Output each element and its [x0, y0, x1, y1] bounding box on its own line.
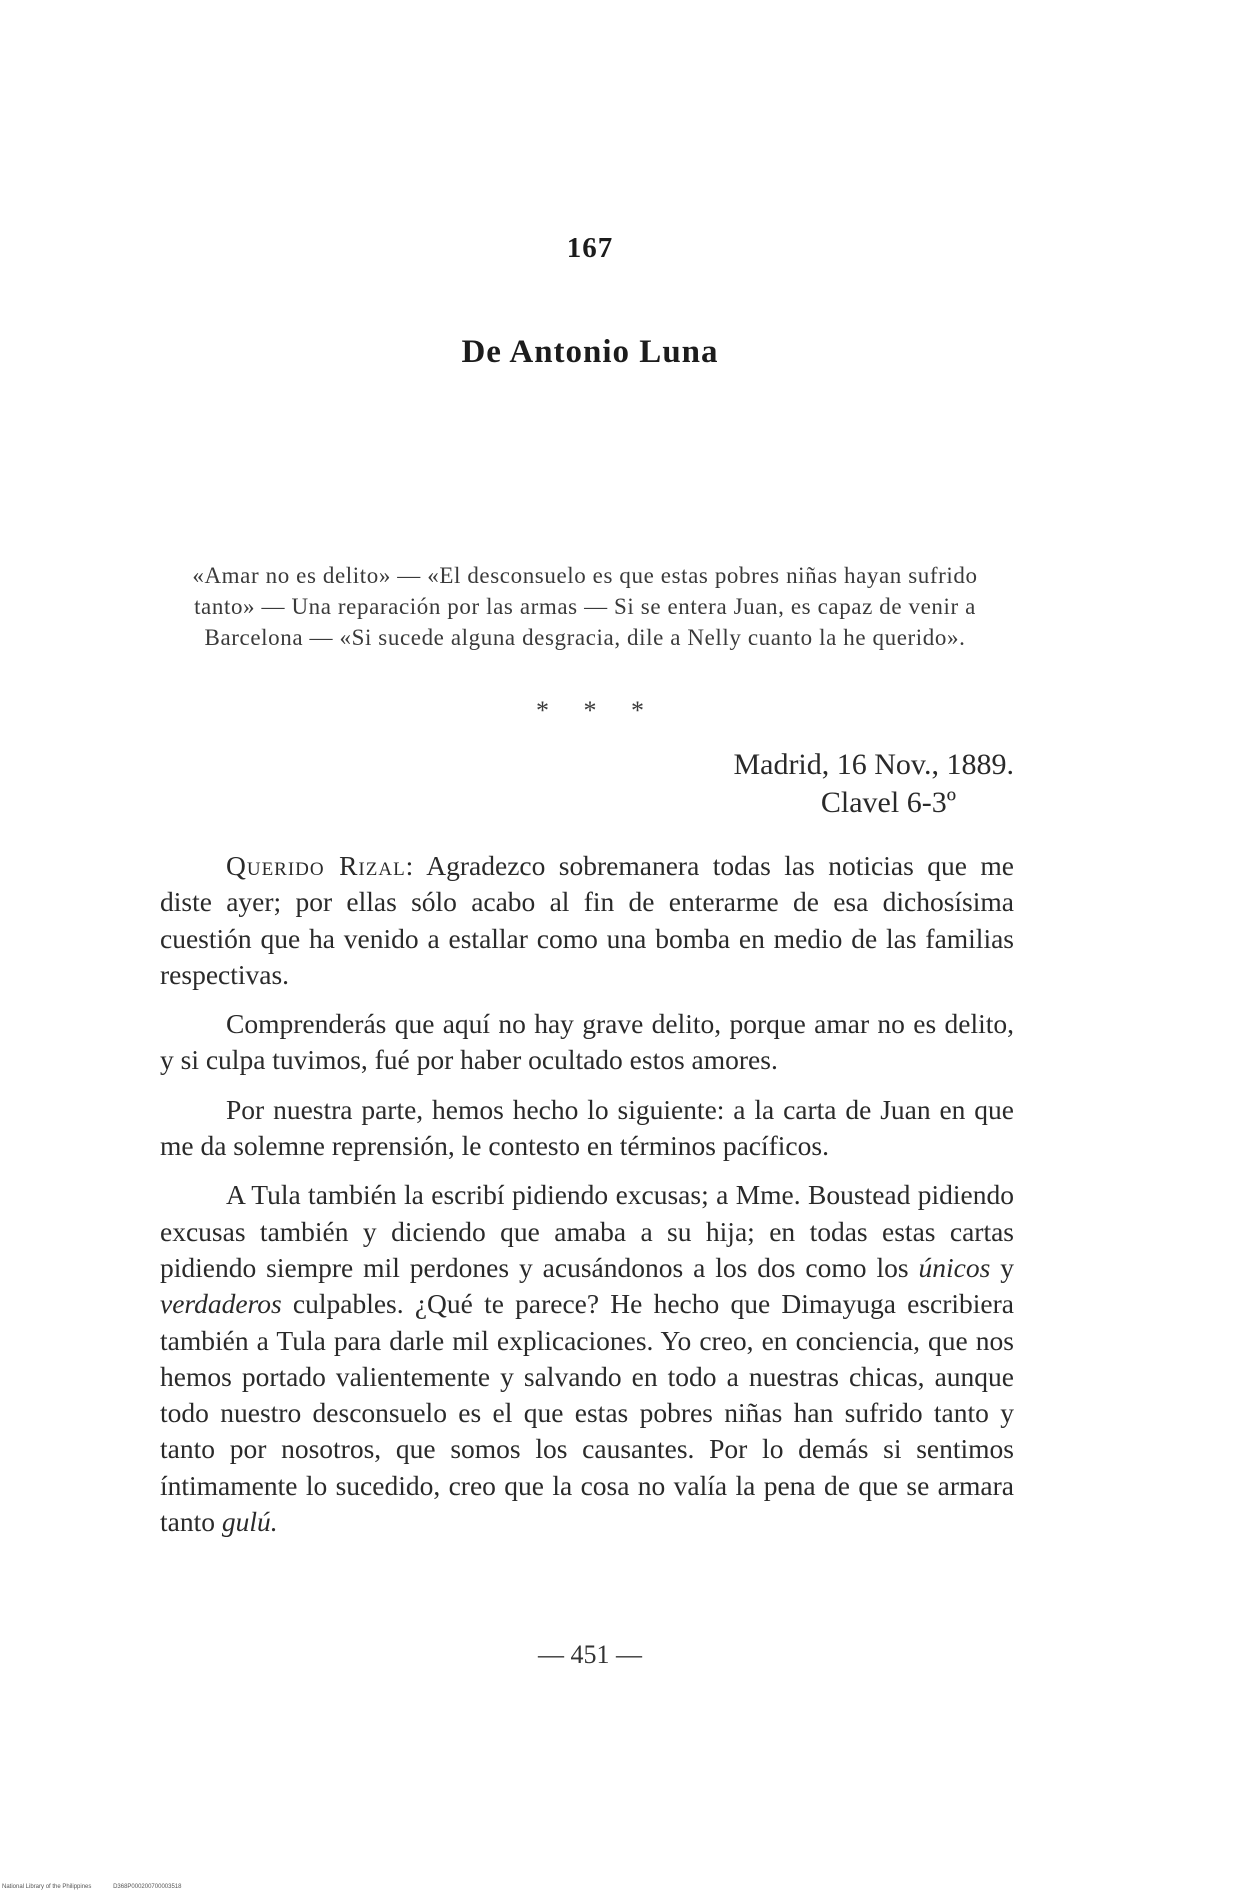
paragraph-4-text-b: y	[990, 1251, 1014, 1283]
date-line: Madrid, 16 Nov., 1889.	[733, 748, 1014, 781]
letter-title: De Antonio Luna	[461, 334, 719, 370]
salutation: Querido Rizal:	[226, 850, 415, 881]
paragraph-2: Comprenderás que aquí no hay grave delito, porque amar no es delito, y si culpa tuvimos, fué por haber ocultado estos amores.	[160, 1008, 1014, 1076]
page-number: — 451 —	[538, 1640, 642, 1669]
paragraph-4-text-c: culpables. ¿Qué te parece? He hecho que Dimayuga escribiera también a Tula para darle mil explicaciones. Yo creo, en conciencia, que nos hemos portado valientemente y salvando en todo a nuestras chicas, aunque todo nuestro desconsuelo es el que estas pobres niñas han sufrido tanto y tanto por nosotros, que somos los causantes. Por lo demás si sentimos íntimamente lo sucedido, creo que la cosa no valía la pena de que se armara tanto	[160, 1288, 1014, 1538]
dateline	[733, 746, 1014, 822]
letter-body	[160, 848, 1014, 1553]
section-separator: * * *	[536, 696, 644, 725]
address-line: Clavel 6-3º	[820, 786, 956, 819]
footer-library: National Library of the Philippines	[2, 1884, 92, 1890]
paragraph-3: Por nuestra parte, hemos hecho lo siguiente: a la carta de Juan en que me da solemne reprensión, le contesto en términos pacíficos.	[160, 1093, 1014, 1162]
letter-summary: «Amar no es delito» — «El desconsuelo es que estas pobres niñas hayan sufrido tanto» — Una reparación por las armas — Si se entera Juan, es capaz de venir a Barcelona — «Si sucede alguna desgracia, dile a Nelly cuanto la he querido».	[192, 563, 978, 650]
letter-number: 167	[566, 232, 614, 264]
footer-code: D368P000200700003518	[113, 1884, 182, 1890]
paragraph-4	[160, 1177, 1014, 1540]
emphasis-verdaderos: verdaderos	[160, 1288, 282, 1320]
emphasis-gulu: gulú.	[221, 1506, 278, 1538]
paragraph-1	[160, 848, 1014, 993]
paragraph-4-text-a: A Tula también la escribí pidiendo excusas; a Mme. Boustead pidiendo excusas también y diciendo que amaba a su hija; en todas estas cartas pidiendo siempre mil perdones y acusándonos a los dos como los	[160, 1179, 1014, 1283]
scan-footer	[2, 1884, 201, 1890]
emphasis-unicos: únicos	[918, 1251, 991, 1283]
paragraph-1-text: Agradezco sobremanera todas las noticias que me diste ayer; por ellas sólo acabo al fin de enterarme de esa dichosísima cuestión que ha venido a estallar como una bomba en medio de las familias respectivas.	[160, 850, 1014, 990]
